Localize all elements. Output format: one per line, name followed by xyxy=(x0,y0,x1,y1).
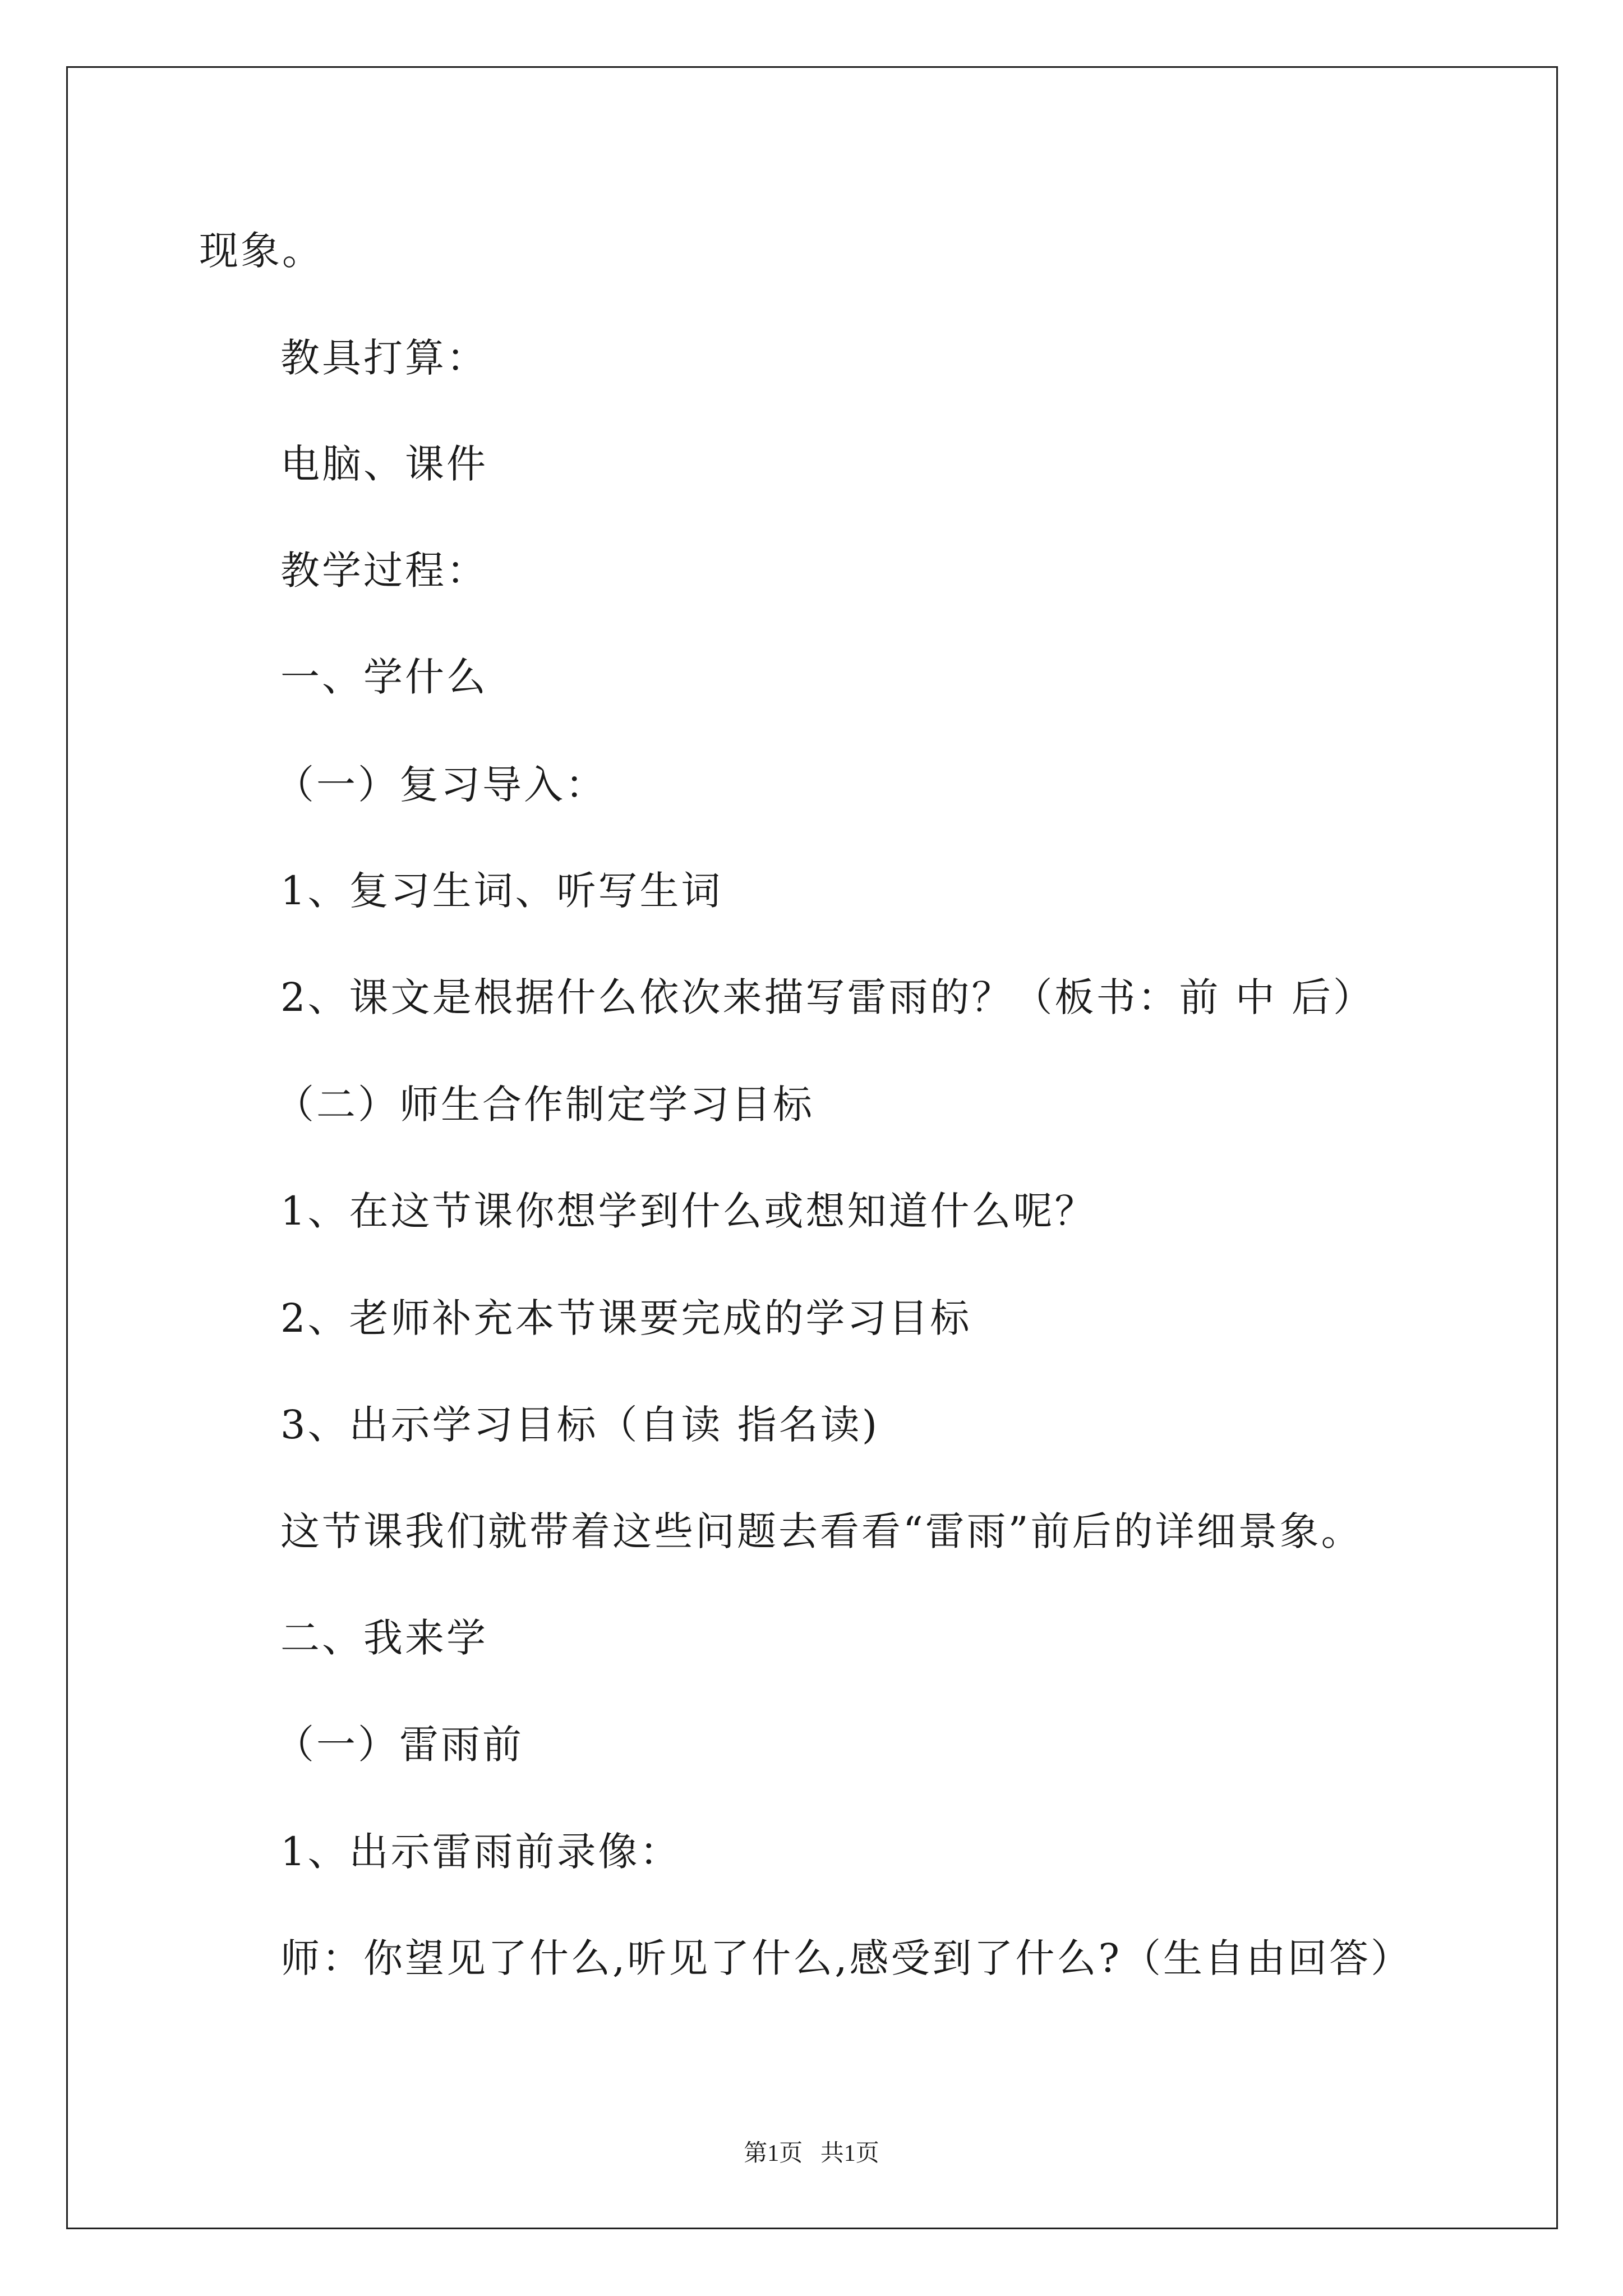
subsection-heading-2: （二）师生合作制定学习目标 xyxy=(275,1082,814,1128)
text-line-4: 教学过程： xyxy=(280,547,488,593)
subsection-heading-1: （一）复习导入： xyxy=(275,762,607,808)
section-heading-2: 二、我来学 xyxy=(280,1615,488,1661)
page-footer: 第1页 共1页 xyxy=(744,2141,879,2166)
text-line-17: 师：你望见了什么,听见了什么,感受到了什么?（生自由回答） xyxy=(280,1935,1413,1981)
text-line-2: 教具打算： xyxy=(280,335,488,381)
text-line-11: 2、老师补充本节课要完成的学习目标 xyxy=(280,1295,972,1341)
text-line-13: 这节课我们就带着这些问题去看看“雷雨”前后的详细景象。 xyxy=(280,1508,1363,1554)
text-line-3: 电脑、课件 xyxy=(280,441,488,487)
text-line-12: 3、出示学习目标（自读 指名读) xyxy=(280,1402,880,1448)
text-line-1: 现象。 xyxy=(199,228,324,274)
section-heading-1: 一、学什么 xyxy=(280,654,488,700)
text-line-10: 1、在这节课你想学到什么或想知道什么呢？ xyxy=(280,1188,1096,1234)
text-line-16: 1、出示雷雨前录像： xyxy=(280,1829,681,1875)
page-border xyxy=(66,66,1558,2229)
text-line-8: 2、课文是根据什么依次来描写雷雨的？（板书：前 中 后） xyxy=(280,974,1375,1020)
subsection-heading-3: （一）雷雨前 xyxy=(275,1722,524,1768)
text-line-7: 1、复习生词、听写生词 xyxy=(280,868,723,914)
